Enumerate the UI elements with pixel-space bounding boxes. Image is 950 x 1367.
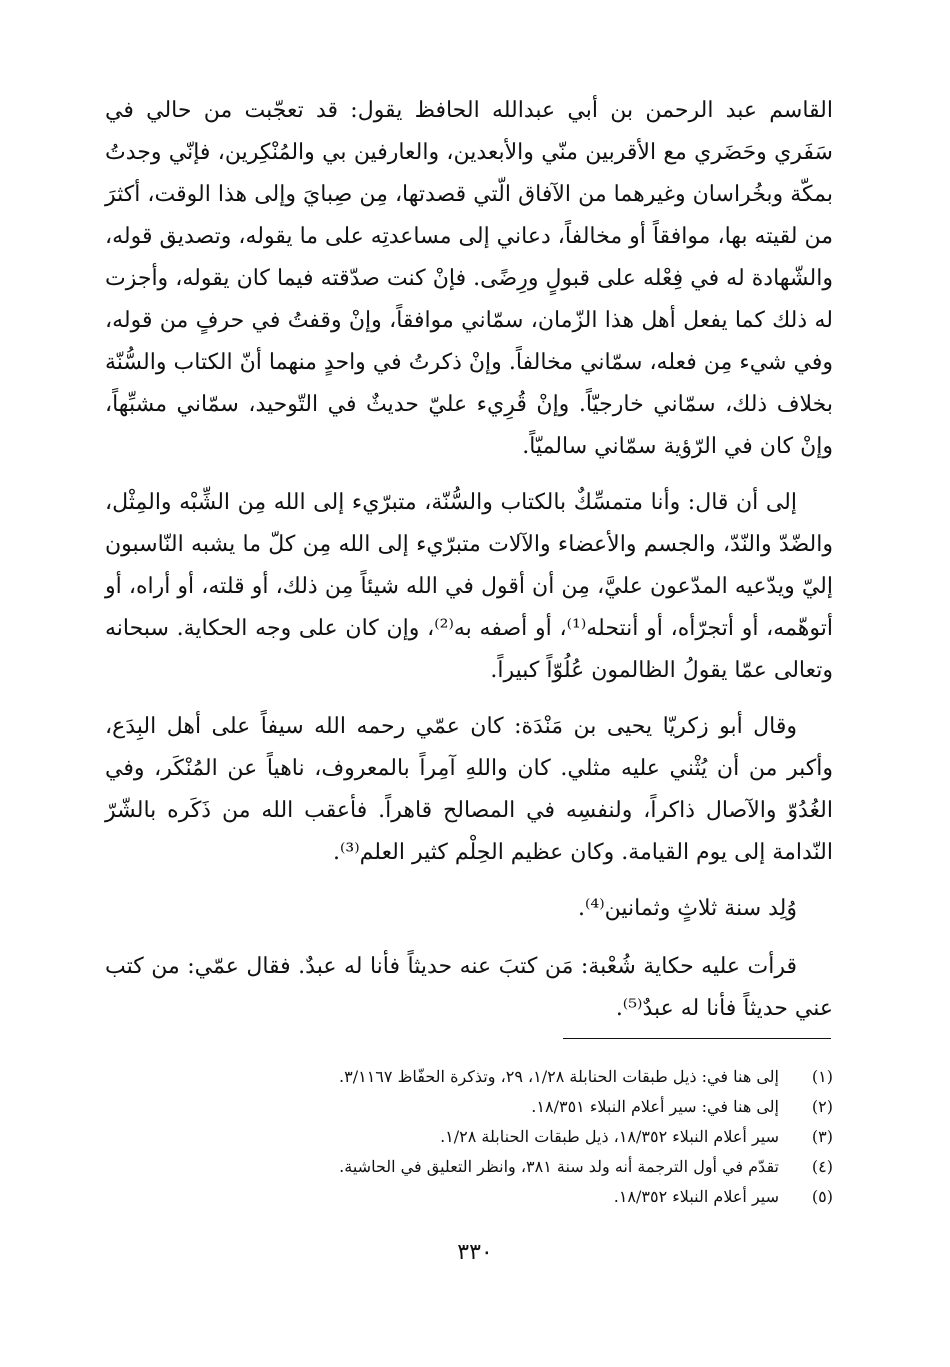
page-number: ٣٣٠ xyxy=(457,1240,493,1265)
footnote-text: إلى هنا في: ذيل طبقات الحنابلة ١/٢٨، ٢٩، وتذكرة الحفّاظ ٣/١١٦٧. xyxy=(339,1067,779,1086)
footnote-divider xyxy=(563,1038,831,1039)
footnote-text: إلى هنا في: سير أعلام النبلاء ١٨/٣٥١. xyxy=(531,1097,779,1116)
paragraph-1: القاسم عبد الرحمن بن أبي عبدالله الحافظ يقول: قد تعجّبت من حالي في سَفَري وحَضَري مع الأقربين منّي والأبعدين، والعارفين بي والمُنْكِرين، فإنّي وجدتُ بمكّة وبخُراسان وغيرهما من الآفاق الّتي قصدتها، مِن صِبايَ وإلى هذا الوقت، أكثرَ من لقيته بها، موافقاً أو مخالفاً، دعاني إلى مساعدتِه على ما يقوله، وتصديق قوله، والشّهادة له في فِعْله على قبولٍ ورِضًى. فإنْ كنت صدّقته فيما كان يقوله، وأجزت له ذلك كما يفعل أهل هذا الزّمان، سمّاني موافقاً، وإنْ وقفتُ في حرفٍ من قوله، وفي شيء مِن فعله، سمّاني مخالفاً. وإنْ ذكرتُ في واحدٍ منهما أنّ الكتاب والسُّنّة بخلاف ذلك، سمّاني خارجيّاً. وإنْ قُرِيء عليّ حديثٌ في التّوحيد، سمّاني مشبِّهاً، وإنْ كان في الرّؤية سمّاني سالميّاً. xyxy=(105,98,833,459)
footnotes xyxy=(180,1062,833,1212)
paragraph-4: وُلِد سنة ثلاثٍ وثمانين⁽⁴⁾. xyxy=(578,896,797,921)
footnote-text: تقدّم في أول الترجمة أنه ولد سنة ٣٨١، وانظر التعليق في الحاشية. xyxy=(339,1157,779,1176)
footnote-number: (١) xyxy=(811,1067,833,1086)
paragraph-3: وقال أبو زكريّا يحيى بن مَنْدَة: كان عمّي رحمه الله سيفاً على أهل البِدَع، وأكبر من أن يُثْني عليه مثلي. كان واللهِ آمِراً بالمعروف، ناهياً عن المُنْكَر، وفي الغُدُوّ والآصال ذاكراً، ولنفسِه في المصالح قاهراً. فأعقب الله من ذَكَره بالشّرّ النّدامة إلى يوم القيامة. وكان عظيم الحِلْم كثير العلم⁽³⁾. xyxy=(105,714,833,865)
footnote xyxy=(180,1182,833,1212)
footnote-number: (٤) xyxy=(811,1157,833,1176)
footnote-number: (٥) xyxy=(811,1187,833,1206)
footnote-number: (٢) xyxy=(811,1097,833,1116)
paragraph-5: قرأت عليه حكاية شُعْبة: مَن كتبَ عنه حديثاً فأنا له عبدٌ. فقال عمّي: من كتب عني حديثاً فأنا له عبدٌ⁽⁵⁾. xyxy=(105,954,833,1021)
footnote xyxy=(180,1092,833,1122)
footnote-number: (٣) xyxy=(811,1127,833,1146)
paragraph-2: إلى أن قال: وأنا متمسِّكٌ بالكتاب والسُّنّة، متبرّيء إلى الله مِن الشِّبْه والمِثْل، والضّدّ والنّدّ، والجسم والأعضاء والآلات متبرّيء إلى الله مِن كلّ ما يشبه النّاسبون إليّ ويدّعيه المدّعون عليَّ، مِن أن أقول في الله شيئاً مِن ذلك، أو قلته، أو أراه، أو أتوهّمه، أو أتجرّأه، أو أنتحله⁽¹⁾، أو أصفه به⁽²⁾، وإن كان على وجه الحكاية. سبحانه وتعالى عمّا يقولُ الظالمون عُلُوّاً كبيراً. xyxy=(105,490,833,683)
footnote xyxy=(180,1152,833,1182)
footnote-text: سير أعلام النبلاء ١٨/٣٥٢، ذيل طبقات الحنابلة ١/٢٨. xyxy=(440,1127,779,1146)
footnote xyxy=(180,1062,833,1092)
footnote-text: سير أعلام النبلاء ١٨/٣٥٢. xyxy=(613,1187,779,1206)
main-text xyxy=(105,90,833,1030)
footnote xyxy=(180,1122,833,1152)
